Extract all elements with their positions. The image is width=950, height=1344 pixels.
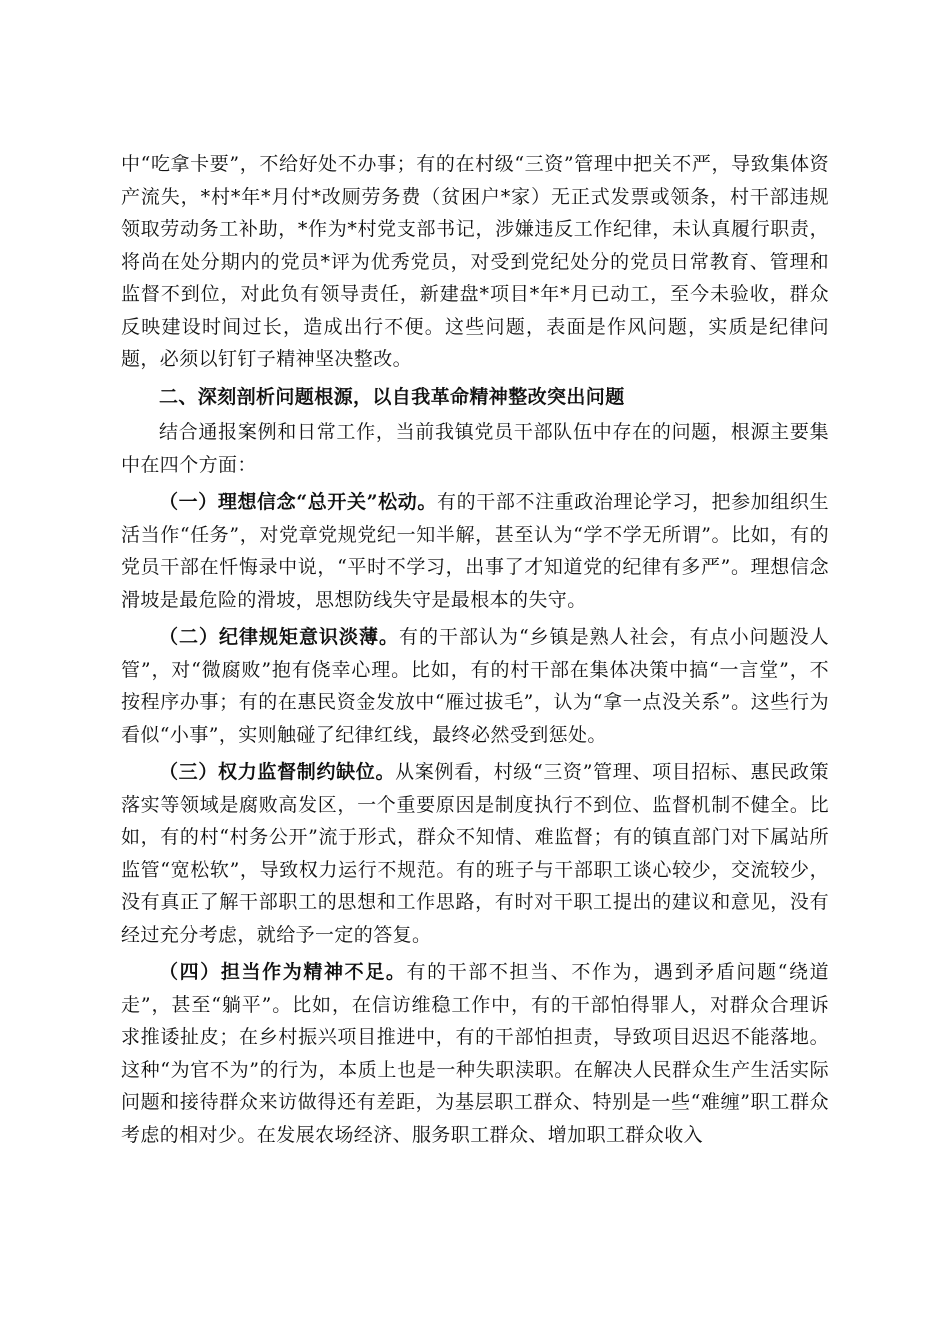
subsection-paragraph-4 [121,956,829,1151]
subsection-lead-4: （四）担当作为精神不足。 [159,961,407,983]
section-heading-2: 二、深刻剖析问题根源，以自我革命精神整改突出问题 [159,385,625,408]
subsection-paragraph-3 [121,756,829,951]
subsection-paragraph-2 [121,621,829,751]
subsection-text-4: 有的干部不担当、不作为，遇到矛盾问题“绕道走”，甚至“躺平”。比如，在信访维稳工作中，有的干部怕得罪人，对群众合理诉求推诿扯皮；在乡村振兴项目推进中，有的干部怕担责，导致项目迟迟不能落地。这种“为官不为”的行为，本质上也是一种失职渎职。在解决人民群众生产生活实际问题和接待群众来访做得还有差距，为基层职工群众、特别是一些“难缠”职工群众考虑的相对少。在发展农场经济、服务职工群众、增加职工群众收入 [121,961,829,1146]
subsection-text-2: 有的干部认为“乡镇是熟人社会，有点小问题没人管”，对“微腐败”抱有侥幸心理。比如，有的村干部在集体决策中搞“一言堂”，不按程序办事；有的在惠民资金发放中“雁过拔毛”，认为“拿一点没关系”。这些行为看似“小事”，实则触碰了纪律红线，最终必然受到惩处。 [121,626,830,746]
subsection-text-1: 有的干部不注重政治理论学习，把参加组织生活当作“任务”，对党章党规党纪一知半解，甚至认为“学不学无所谓”。比如，有的党员干部在忏悔录中说，“平时不学习，出事了才知道党的纪律有多严”。理想信念滑坡是最危险的滑坡，思想防线失守是最根本的失守。 [121,491,829,611]
subsection-text-3: 从案例看，村级“三资”管理、项目招标、惠民政策落实等领域是腐败高发区，一个重要原因是制度执行不到位、监督机制不健全。比如，有的村“村务公开”流于形式，群众不知情、难监督；有的镇直部门对下属站所监管“宽松软”，导致权力运行不规范。有的班子与干部职工谈心较少，交流较少，没有真正了解干部职工的思想和工作思路，有时对干职工提出的建议和意见，没有经过充分考虑，就给予一定的答复。 [121,761,829,946]
body-paragraph-continuation: 中“吃拿卡要”，不给好处不办事；有的在村级“三资”管理中把关不严，导致集体资产流失，*村*年*月付*改厕劳务费（贫困户*家）无正式发票或领条，村干部违规领取劳动务工补助，*作为*村党支部书记，涉嫌违反工作纪律，未认真履行职责，将尚在处分期内的党员*评为优秀党员，对受到党纪处分的党员日常教育、管理和监督不到位，对此负有领导责任，新建盘*项目*年*月已动工，至今未验收，群众反映建设时间过长，造成出行不便。这些问题，表面是作风问题，实质是纪律问题，必须以钉钉子精神坚决整改。 [121,153,829,370]
subsection-lead-2: （二）纪律规矩意识淡薄。 [159,626,399,648]
body-paragraph-intro: 结合通报案例和日常工作，当前我镇党员干部队伍中存在的问题，根源主要集中在四个方面： [121,421,829,476]
subsection-paragraph-1 [121,486,829,616]
document-page [121,148,829,1151]
subsection-lead-1: （一）理想信念“总开关”松动。 [159,491,438,513]
subsection-lead-3: （三）权力监督制约缺位。 [159,761,396,783]
